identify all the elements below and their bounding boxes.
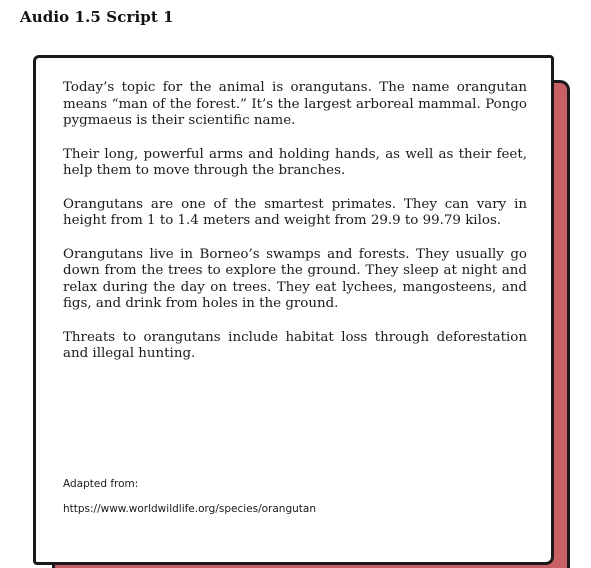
paragraph-size: Orangutans are one of the smartest primates. They can vary in height from 1 to 1.4 meters and weight from 29.9 to 99.79 kilos. (63, 196, 527, 228)
source-label: Adapted from: (63, 478, 139, 490)
page-title: Audio 1.5 Script 1 (20, 8, 174, 26)
paragraph-topic: Today’s topic for the animal is orangutans. The name orangutan means “man of the forest.” It’s the largest arboreal mammal. Pongo pygmaeus is their scientific name. (63, 80, 527, 128)
paragraph-habitat: Orangutans live in Borneo’s swamps and forests. They usually go down from the trees to explore the ground. They sleep at night and relax during the day on trees. They eat lychees, mangosteens, and figs, and drink from holes in the ground. (63, 246, 527, 311)
script-text (63, 80, 527, 380)
script-card (33, 55, 554, 565)
source-link[interactable]: https://www.worldwildlife.org/species/orangutan (63, 503, 316, 515)
paragraph-movement: Their long, powerful arms and holding hands, as well as their feet, help them to move through the branches. (63, 146, 527, 178)
source-citation (63, 478, 316, 528)
paragraph-threats: Threats to orangutans include habitat loss through deforestation and illegal hunting. (63, 329, 527, 361)
